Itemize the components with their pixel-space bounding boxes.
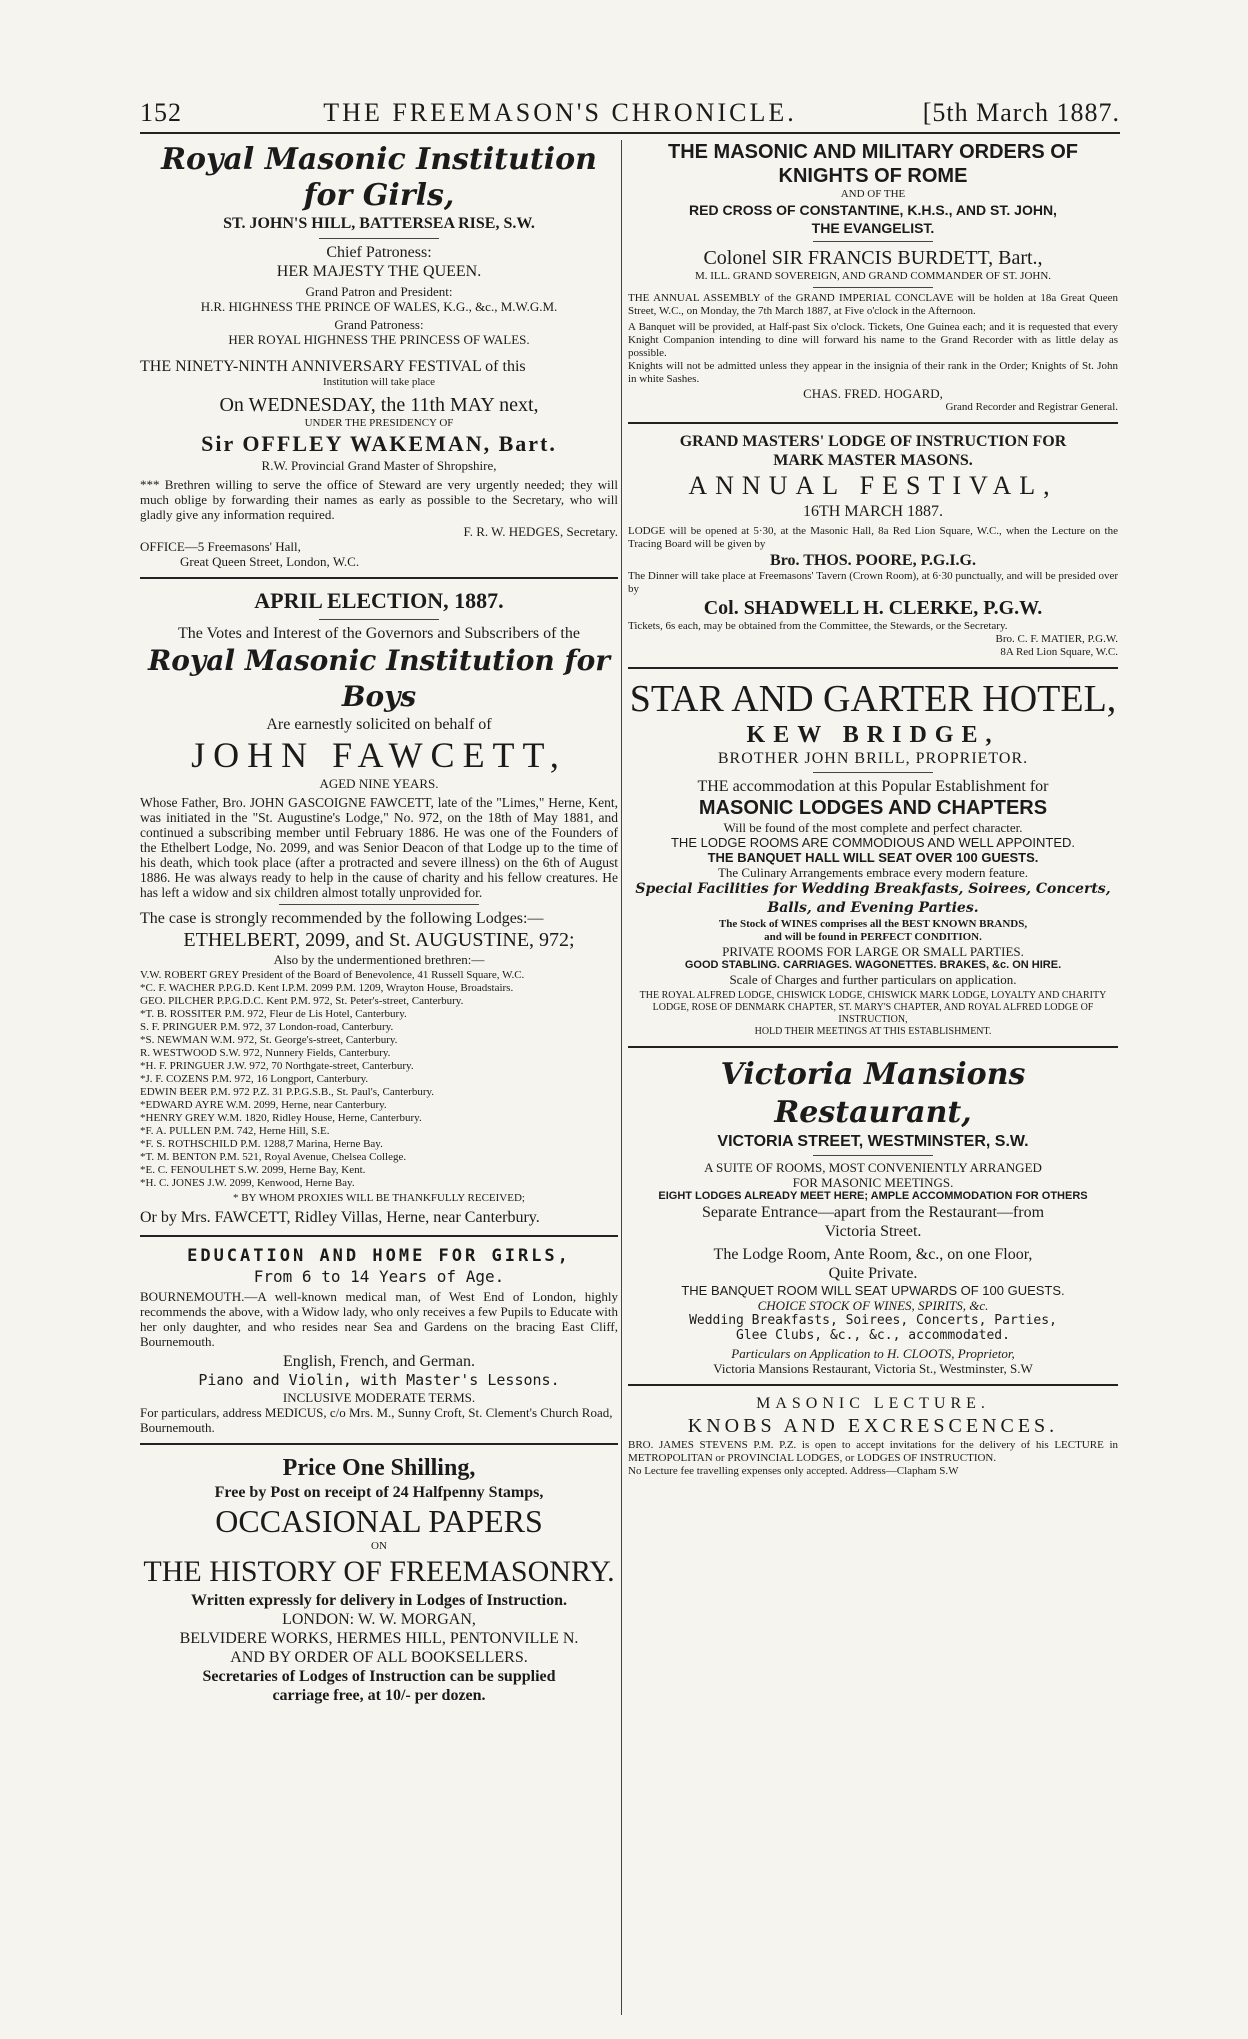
lecture-body: BRO. JAMES STEVENS P.M. P.Z. is open to accept invitations for the delivery of his LECTURE in METROPOLITAN or PROVINCIAL LODGES, or LODGES OF INSTRUCTION. <box>628 1439 1118 1464</box>
star-brother: BROTHER JOHN BRILL, PROPRIETOR. <box>717 750 1029 767</box>
separator <box>140 1235 618 1237</box>
assembly: THE ANNUAL ASSEMBLY of the GRAND IMPERIAL CONCLAVE will be holden at 18a Great Queen Street, W.C., on Monday, the 7th March 1887, at Five o'clock in the Afternoon. <box>628 292 1118 317</box>
victoria-advert <box>628 1056 1118 1376</box>
grand-patroness-label: Grand Patroness: <box>334 317 424 332</box>
gm-festival: ANNUAL FESTIVAL, <box>688 471 1058 500</box>
candidate-name: JOHN FAWCETT, <box>191 735 567 775</box>
list-item: *S. NEWMAN W.M. 972, St. George's-street, Canterbury. <box>140 1034 398 1046</box>
rome-title1: THE MASONIC AND MILITARY ORDERS OF <box>668 141 1078 163</box>
candidate-story: Whose Father, Bro. JOHN GASCOIGNE FAWCETT, late of the "Limes," Herne, Kent, was initiated in the "St. Augustine's Lodge," No. 972, on the 18th of May 1881, and continued a subscribing member until February 1886. He was one of the Founders of the Ethelbert Lodge, No. 2099, and was Senior Deacon of that Lodge up to the time of his death, which took place (after a protracted and severe illness) on the 6th of August 1886. He was always ready to help in the cause of charity and his fellow creatures. He has left a widow and six children almost totally unprovided for. <box>140 795 618 900</box>
gm-body: LODGE will be opened at 5·30, at the Masonic Hall, 8a Red Lion Square, W.C., when the Lecture on the Tracing Board will be given by <box>628 525 1118 550</box>
grand-patron: H.R. HIGHNESS THE PRINCE OF WALES, K.G., &c., M.W.G.M. <box>200 299 558 314</box>
rule <box>319 619 439 620</box>
papers-on: ON <box>371 1540 387 1552</box>
signed: CHAS. FRED. HOGARD, <box>803 386 943 401</box>
victoria-banquet: THE BANQUET ROOM WILL SEAT UPWARDS OF 100 GUESTS. <box>681 1283 1065 1298</box>
grand-patron-label: Grand Patron and President: <box>305 284 453 299</box>
list-item: *T. M. BENTON P.M. 521, Royal Avenue, Chelsea College. <box>140 1151 407 1163</box>
secretary: F. R. W. HEDGES, Secretary. <box>463 524 618 539</box>
victoria-suite2: FOR MASONIC MEETINGS. <box>792 1175 954 1190</box>
rule <box>813 241 933 242</box>
signed-title: Grand Recorder and Registrar General. <box>945 401 1118 413</box>
education-terms: INCLUSIVE MODERATE TERMS. <box>282 1390 476 1405</box>
papers-written: Written expressly for delivery in Lodges of Instruction. <box>191 1592 567 1609</box>
papers-london: LONDON: W. W. MORGAN, <box>282 1611 476 1628</box>
gm-bro: Bro. THOS. POORE, P.G.I.G. <box>770 552 976 569</box>
list-item: *F. S. ROTHSCHILD P.M. 1288,7 Marina, Herne Bay. <box>140 1138 383 1150</box>
rmig-advert <box>140 142 618 569</box>
office2: Great Queen Street, London, W.C. <box>180 554 360 569</box>
papers-works: BELVIDERE WORKS, HERMES HILL, PENTONVILLE N. <box>179 1630 579 1647</box>
chief-patroness-label: Chief Patroness: <box>326 244 432 261</box>
victoria-separate2: Victoria Street. <box>824 1223 922 1240</box>
victoria-eight: EIGHT LODGES ALREADY MEET HERE; AMPLE ACCOMMODATION FOR OTHERS <box>658 1190 1088 1202</box>
list-item: *E. C. FENOULHET S.W. 2099, Herne Bay, Kent. <box>140 1164 366 1176</box>
star-culinary: The Culinary Arrangements embrace every modern feature. <box>717 865 1029 880</box>
victoria-glee: Glee Clubs, &c., &c., accommodated. <box>736 1328 1010 1343</box>
education-music: Piano and Violin, with Master's Lessons. <box>198 1371 560 1389</box>
solicited: Are earnestly solicited on behalf of <box>266 716 492 733</box>
festival-line: THE NINETY-NINTH ANNIVERSARY FESTIVAL of this <box>140 358 526 375</box>
victoria-particulars: Particulars on Application to H. CLOOTS, Proprietor, <box>731 1346 1015 1361</box>
list-item: R. WESTWOOD S.W. 972, Nunnery Fields, Canterbury. <box>140 1047 391 1059</box>
star-lodges: MASONIC LODGES AND CHAPTERS <box>698 797 1048 819</box>
page-number: 152 <box>140 98 182 127</box>
gm-title1: GRAND MASTERS' LODGE OF INSTRUCTION FOR <box>679 433 1067 450</box>
separator <box>628 1384 1118 1386</box>
education-languages: English, French, and German. <box>283 1353 475 1370</box>
grand-patroness: HER ROYAL HIGHNESS THE PRINCESS OF WALES. <box>228 332 530 347</box>
list-item: S. F. PRINGUER P.M. 972, 37 London-road, Canterbury. <box>140 1021 394 1033</box>
gm-colonel: Col. SHADWELL H. CLERKE, P.G.W. <box>703 597 1043 619</box>
star-balls: Balls, and Evening Parties. <box>767 900 979 916</box>
star-garter-advert <box>628 677 1118 1038</box>
page-date: [5th March 1887. <box>922 98 1120 127</box>
gm-signed: Bro. C. F. MATIER, P.G.W. <box>995 633 1118 645</box>
education-title: EDUCATION AND HOME FOR GIRLS, <box>187 1246 571 1266</box>
star-kew: KEW BRIDGE, <box>746 722 1000 748</box>
evangelist: THE EVANGELIST. <box>811 220 935 236</box>
president-title: R.W. Provincial Grand Master of Shropshire, <box>261 458 497 473</box>
colonel-title: M. ILL. GRAND SOVEREIGN, AND GRAND COMMANDER OF ST. JOHN. <box>694 270 1052 282</box>
education-body: BOURNEMOUTH.—A well-known medical man, of West End of London, highly recommends the above, with a Widow lady, who only receives a few Pupils to Educate with her only daughter, and who resides near Sea and Gardens on the bracing East Cliff, Bournemouth. <box>140 1289 618 1349</box>
rome-title2: KNIGHTS OF ROME <box>778 165 968 187</box>
gm-dinner: The Dinner will take place at Freemasons' Tavern (Crown Room), at 6·30 punctually, and will be presided over by <box>628 570 1118 595</box>
star-stabling: GOOD STABLING. CARRIAGES. WAGONETTES. BRAKES, &c. ON HIRE. <box>684 959 1062 971</box>
or-by: Or by Mrs. FAWCETT, Ridley Villas, Herne, near Canterbury. <box>140 1209 540 1226</box>
papers-secretaries: Secretaries of Lodges of Instruction can be supplied <box>202 1668 556 1685</box>
gm-tickets: Tickets, 6s each, may be obtained from the Committee, the Stewards, or the Secretary. <box>628 620 1008 632</box>
red-cross: RED CROSS OF CONSTANTINE, K.H.S., AND ST. JOHN, <box>689 202 1057 218</box>
star-scale: Scale of Charges and further particulars on application. <box>729 972 1017 987</box>
star-lodges-held: THE ROYAL ALFRED LODGE, CHISWICK LODGE, CHISWICK MARK LODGE, LOYALTY AND CHARITY LODGE, ROSE OF DENMARK CHAPTER, ST. MARY'S CHAPTER, AND ROYAL ALFRED LODGE OF INSTRUCTION, <box>639 990 1107 1025</box>
rule <box>319 238 439 239</box>
brethren-note: *** Brethren willing to serve the office of Steward are very urgently needed; they will much oblige by forwarding their names as early as possible to the Secretary, who will gladly give any information required. <box>140 477 618 522</box>
education-address: For particulars, address MEDICUS, c/o Mrs. M., Sunny Croft, St. Clement's Church Road, Bournemouth. <box>140 1405 613 1435</box>
victoria-lodge-room: The Lodge Room, Ante Room, &c., on one Floor, <box>713 1246 1033 1263</box>
separator <box>628 422 1118 424</box>
rome-advert <box>628 140 1118 414</box>
brethren-list <box>140 969 618 1190</box>
gm-title2: MARK MASTER MASONS. <box>773 452 973 469</box>
education-advert <box>140 1245 618 1435</box>
list-item: V.W. ROBERT GREY President of the Board of Benevolence, 41 Russell Square, W.C. <box>140 969 525 981</box>
papers-booksellers: AND BY ORDER OF ALL BOOKSELLERS. <box>230 1649 528 1666</box>
star-title: STAR AND GARTER HOTEL, <box>629 678 1117 720</box>
separator <box>628 667 1118 669</box>
victoria-suite: A SUITE OF ROOMS, MOST CONVENIENTLY ARRANGED <box>704 1160 1042 1175</box>
left-column <box>140 140 618 1705</box>
rule <box>813 772 933 773</box>
banquet: A Banquet will be provided, at Half-past Six o'clock. Tickets, One Guinea each; and it is requested that every Knight Companion intending to dine will forward his name to the Grand Recorder with as little delay as possible. <box>628 321 1118 359</box>
victoria-address: Victoria Mansions Restaurant, Victoria St., Westminster, S.W <box>713 1361 1033 1376</box>
grand-masters-advert <box>628 432 1118 659</box>
header-rule <box>140 132 1120 134</box>
candidate-age: AGED NINE YEARS. <box>319 776 439 791</box>
lecture-subtitle: KNOBS AND EXCRESCENCES. <box>687 1415 1059 1437</box>
column-divider <box>621 140 622 2015</box>
office: OFFICE—5 Freemasons' Hall, <box>140 539 301 554</box>
presidency: UNDER THE PRESIDENCY OF <box>304 417 454 429</box>
lecture-advert <box>628 1394 1118 1478</box>
votes-line: The Votes and Interest of the Governors and Subscribers of the <box>178 625 580 642</box>
page-title: THE FREEMASON'S CHRONICLE. <box>323 98 797 127</box>
lecture-fee: No Lecture fee travelling expenses only accepted. Address—Clapham S.W <box>628 1465 959 1477</box>
festival-date: On WEDNESDAY, the 11th MAY next, <box>219 394 539 416</box>
colonel: Colonel SIR FRANCIS BURDETT, Bart., <box>703 247 1043 269</box>
star-stock: The Stock of WINES comprises all the BEST KNOWN BRANDS, <box>718 918 1028 930</box>
chief-patroness: HER MAJESTY THE QUEEN. <box>276 263 482 280</box>
list-item: *J. F. COZENS P.M. 972, 16 Longport, Canterbury. <box>140 1073 369 1085</box>
price: Price One Shilling, <box>282 1455 476 1481</box>
knights: Knights will not be admitted unless they appear in the insignia of their rank in the Order; Knights of St. John in white Sashes. <box>628 360 1118 385</box>
papers-title1: OCCASIONAL PAPERS <box>215 1503 543 1539</box>
papers-carriage: carriage free, at 10/- per dozen. <box>272 1687 486 1704</box>
separator <box>628 1046 1118 1048</box>
list-item: *H. C. JONES J.W. 2099, Kenwood, Herne Bay. <box>140 1177 355 1189</box>
list-item: EDWIN BEER P.M. 972 P.Z. 31 P.P.G.S.B., St. Paul's, Canterbury. <box>140 1086 435 1098</box>
star-complete: Will be found of the most complete and perfect character. <box>723 820 1023 835</box>
list-item: *HENRY GREY W.M. 1820, Ridley House, Herne, Canterbury. <box>140 1112 422 1124</box>
festival-line2: Institution will take place <box>322 376 436 388</box>
post-line: Free by Post on receipt of 24 Halfpenny Stamps, <box>214 1484 544 1501</box>
rmig-address: ST. JOHN'S HILL, BATTERSEA RISE, S.W. <box>223 215 535 232</box>
star-rooms: THE LODGE ROOMS ARE COMMODIOUS AND WELL APPOINTED. <box>670 835 1076 850</box>
case-line: The case is strongly recommended by the following Lodges:— <box>140 910 544 927</box>
rule <box>813 1155 933 1156</box>
boys-institution: Royal Masonic Institution for Boys <box>147 644 610 713</box>
star-special: Special Facilities for Wedding Breakfasts, Soirees, Concerts, <box>635 881 1111 897</box>
victoria-wedding: Wedding Breakfasts, Soirees, Concerts, Parties, <box>689 1313 1057 1328</box>
rule <box>813 287 933 288</box>
list-item: *EDWARD AYRE W.M. 2099, Herne, near Canterbury. <box>140 1099 387 1111</box>
list-item: *F. A. PULLEN P.M. 742, Herne Hill, S.E. <box>140 1125 330 1137</box>
star-held-meetings: HOLD THEIR MEETINGS AT THIS ESTABLISHMENT. <box>754 1026 992 1037</box>
president: Sir OFFLEY WAKEMAN, Bart. <box>201 431 557 456</box>
education-ages: From 6 to 14 Years of Age. <box>253 1267 505 1286</box>
list-item: GEO. PILCHER P.P.G.D.C. Kent P.M. 972, St. Peter's-street, Canterbury. <box>140 995 464 1007</box>
rmig-title: Royal Masonic Institution for Girls, <box>161 142 597 213</box>
victoria-separate: Separate Entrance—apart from the Restaurant—from <box>701 1204 1045 1221</box>
proxies-note: * BY WHOM PROXIES WILL BE THANKFULLY RECEIVED; <box>233 1192 525 1204</box>
right-column <box>628 140 1118 1478</box>
gm-address: 8A Red Lion Square, W.C. <box>1000 646 1118 658</box>
april-title: APRIL ELECTION, 1887. <box>254 588 504 613</box>
victoria-choice: CHOICE STOCK OF WINES, SPIRITS, &c. <box>757 1298 989 1313</box>
gm-date: 16TH MARCH 1887. <box>802 503 943 520</box>
recommending-lodges: ETHELBERT, 2099, and St. AUGUSTINE, 972; <box>183 929 575 951</box>
occasional-papers-advert <box>140 1453 618 1705</box>
list-item: *H. F. PRINGUER J.W. 972, 70 Northgate-street, Canterbury. <box>140 1060 414 1072</box>
star-hall: THE BANQUET HALL WILL SEAT OVER 100 GUESTS. <box>707 850 1039 865</box>
victoria-quite: Quite Private. <box>828 1265 918 1282</box>
star-accommodation: THE accommodation at this Popular Establishment for <box>697 778 1049 795</box>
list-item: *C. F. WACHER P.P.G.D. Kent I.P.M. 2099 P.M. 1209, Wrayton House, Broadstairs. <box>140 982 514 994</box>
list-item: *T. B. ROSSITER P.M. 972, Fleur de Lis Hotel, Canterbury. <box>140 1008 407 1020</box>
victoria-title: Victoria Mansions Restaurant, <box>720 1057 1026 1130</box>
star-stock2: and will be found in PERFECT CONDITION. <box>764 931 982 943</box>
april-election-advert <box>140 587 618 1227</box>
lecture-title: MASONIC LECTURE. <box>756 1395 990 1412</box>
page-header <box>140 92 1120 128</box>
star-private: PRIVATE ROOMS FOR LARGE OR SMALL PARTIES. <box>722 944 1024 959</box>
also-line: Also by the undermentioned brethren:— <box>273 952 485 967</box>
separator <box>140 577 618 579</box>
victoria-street: VICTORIA STREET, WESTMINSTER, S.W. <box>717 1133 1029 1150</box>
papers-title2: THE HISTORY OF FREEMASONRY. <box>143 1555 615 1588</box>
separator <box>140 1443 618 1445</box>
and-of-the: AND OF THE <box>840 188 906 200</box>
rule <box>279 904 479 905</box>
